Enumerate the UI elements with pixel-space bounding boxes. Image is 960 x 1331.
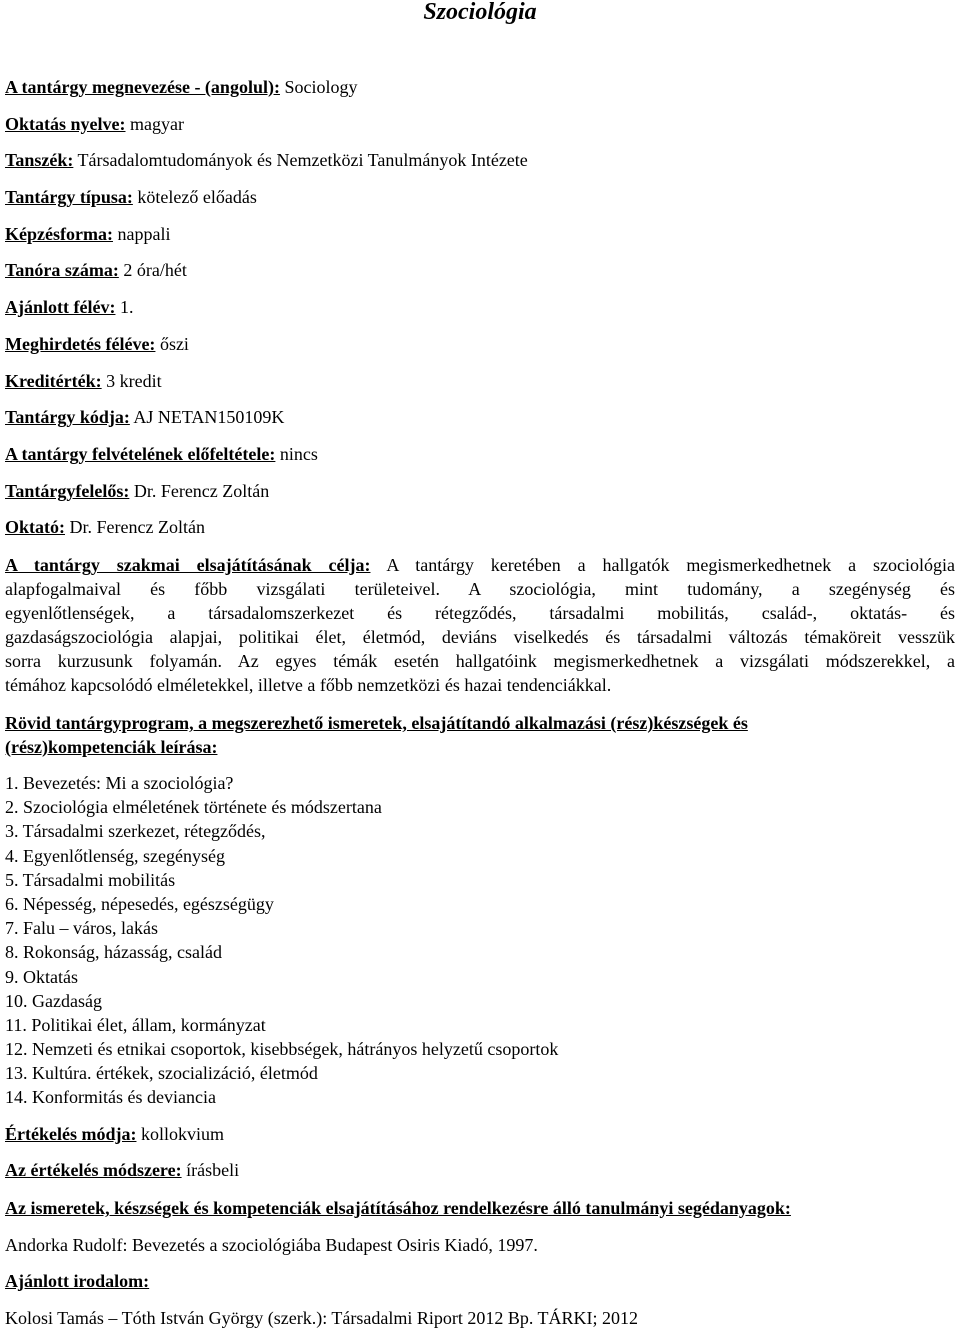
field-label: Ajánlott félév: — [5, 297, 116, 317]
field-label: Kreditérték: — [5, 371, 102, 391]
field-value: 1. — [115, 297, 134, 317]
materials-heading — [5, 1198, 791, 1218]
field-value: Társadalomtudományok és Nemzetközi Tanulmányok Intézete — [73, 150, 528, 170]
field-evaluation — [5, 1124, 224, 1144]
list-item: 11. Politikai élet, állam, kormányzat — [5, 1014, 266, 1035]
field-prerequisite — [5, 444, 318, 464]
list-item: 5. Társadalmi mobilitás — [5, 869, 176, 890]
field-label: Tanóra száma: — [5, 260, 119, 280]
program-heading-line: Rövid tantárgyprogram, a megszerezhető ismeretek, elsajátítandó alkalmazási (rész)készségek és — [5, 713, 748, 733]
goal-line — [5, 555, 955, 579]
field-value: kollokvium — [136, 1124, 224, 1144]
field-value: Dr. Ferencz Zoltán — [65, 517, 205, 537]
program-list — [5, 773, 558, 1112]
field-lecturer — [5, 517, 205, 537]
field-hours — [5, 260, 187, 280]
list-item: 7. Falu – város, lakás — [5, 918, 158, 939]
field-course-type — [5, 187, 257, 207]
goal-line: sorra kurzusunk folyamán. Az egyes témák esetén hallgatóink megismerkedhetnek a vizsgálati módszerekkel, a — [5, 651, 955, 671]
materials-label: Az ismeretek, készségek és kompetenciák elsajátításához rendelkezésre álló tanulmányi segédanyagok: — [5, 1198, 791, 1218]
list-item: 12. Nemzeti és etnikai csoportok, kisebbségek, hátrányos helyzetű csoportok — [5, 1039, 559, 1060]
field-value: nincs — [275, 444, 318, 464]
field-responsible — [5, 481, 269, 501]
field-value: magyar — [125, 114, 184, 134]
field-value: őszi — [155, 334, 189, 354]
field-label: Képzésforma: — [5, 224, 113, 244]
field-label: Az értékelés módszere: — [5, 1160, 182, 1180]
field-value: Sociology — [279, 77, 358, 97]
field-label: Tantárgyfelelős: — [5, 481, 130, 501]
goal-line: témához kapcsolódó elméletekkel, illetve a főbb nemzetközi és hazai tendenciákkal. — [5, 675, 612, 695]
field-english-name — [5, 77, 357, 97]
field-course-code — [5, 407, 284, 427]
goal-line: gazdaságszociológia alapjai, politikai élet, életmód, deviáns viselkedés és társadalmi változás témaköreit vesszük — [5, 627, 955, 647]
field-announcement — [5, 334, 189, 354]
list-item: 9. Oktatás — [5, 966, 78, 987]
field-evaluation-method — [5, 1160, 239, 1180]
materials-text: Andorka Rudolf: Bevezetés a szociológiába Budapest Osiris Kiadó, 1997. — [5, 1235, 538, 1255]
field-label: Tanszék: — [5, 150, 74, 170]
goal-text: A tantárgy keretében a hallgatók megismerkedhetnek a szociológia — [370, 555, 956, 575]
field-value: nappali — [112, 224, 171, 244]
list-item: 3. Társadalmi szerkezet, rétegződés, — [5, 821, 266, 842]
list-item: 8. Rokonság, házasság, család — [5, 942, 222, 963]
field-label: Meghirdetés féléve: — [5, 334, 156, 354]
field-value: AJ NETAN150109K — [129, 407, 285, 427]
list-item: 4. Egyenlőtlenség, szegénység — [5, 845, 225, 866]
program-heading-line: (rész)kompetenciák leírása: — [5, 737, 218, 757]
field-semester — [5, 297, 133, 317]
list-item: 2. Szociológia elméletének története és módszertana — [5, 797, 382, 818]
field-language — [5, 114, 184, 134]
goal-paragraph — [5, 555, 955, 699]
field-value: írásbeli — [181, 1160, 240, 1180]
field-department — [5, 150, 528, 170]
field-credits — [5, 371, 162, 391]
page-title: Szociológia — [423, 0, 537, 25]
field-label: A tantárgy felvételének előfeltétele: — [5, 444, 276, 464]
program-heading — [5, 713, 955, 761]
field-label: Értékelés módja: — [5, 1124, 137, 1144]
field-label: Oktatás nyelve: — [5, 114, 126, 134]
list-item: 10. Gazdaság — [5, 990, 102, 1011]
field-value: kötelező előadás — [132, 187, 257, 207]
field-training-form — [5, 224, 170, 244]
field-label: Tantárgy kódja: — [5, 407, 130, 427]
field-label: A tantárgy megnevezése - (angolul): — [5, 77, 280, 97]
goal-line: alapfogalmaival és főbb vizsgálati területeivel. A szociológia, mint tudomány, a szegénység és — [5, 579, 955, 599]
literature-text: Kolosi Tamás – Tóth István György (szerk.): Társadalmi Riport 2012 Bp. TÁRKI; 2012 — [5, 1308, 639, 1328]
field-label: Oktató: — [5, 517, 65, 537]
field-value: Dr. Ferencz Zoltán — [129, 481, 270, 501]
field-value: 2 óra/hét — [118, 260, 187, 280]
goal-label: A tantárgy szakmai elsajátításának célja: — [5, 555, 371, 575]
field-value: 3 kredit — [101, 371, 162, 391]
list-item: 1. Bevezetés: Mi a szociológia? — [5, 773, 234, 793]
field-label: Tantárgy típusa: — [5, 187, 133, 207]
literature-label: Ajánlott irodalom: — [5, 1271, 150, 1291]
list-item: 6. Népesség, népesedés, egészségügy — [5, 893, 274, 914]
list-item: 13. Kultúra. értékek, szocializáció, életmód — [5, 1063, 318, 1084]
literature-heading — [5, 1271, 149, 1291]
list-item: 14. Konformitás és deviancia — [5, 1087, 216, 1108]
goal-line: egyenlőtlenségek, a társadalomszerkezet és rétegződés, társadalmi mobilitás, család-, oktatás- és — [5, 603, 955, 623]
